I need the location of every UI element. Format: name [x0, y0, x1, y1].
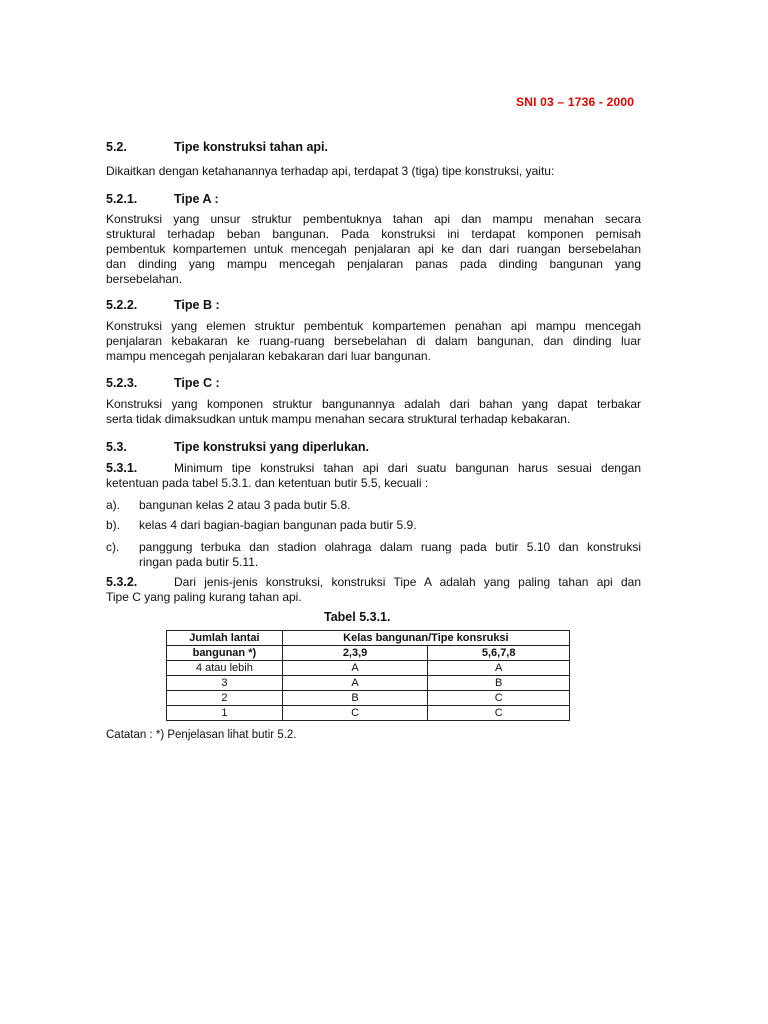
paragraph-line: penjalaran kebakaran ke ruang-ruang bersebelahan di dalam bangunan, dan dinding luar: [106, 334, 641, 348]
section-5-2-number: 5.2.: [106, 140, 127, 154]
list-item: bangunan kelas 2 atau 3 pada butir 5.8.: [139, 498, 351, 512]
construction-type-table: [166, 630, 570, 721]
section-5-2-3-title: Tipe C :: [174, 376, 220, 390]
header-cell-floors-2: bangunan *): [167, 646, 283, 661]
list-item: [139, 540, 641, 570]
paragraph-line: panggung terbuka dan stadion olahraga dalam ruang pada butir 5.10 dan konstruksi: [139, 540, 641, 554]
paragraph-line: bersebelahan.: [106, 272, 183, 286]
table-row: [167, 691, 570, 706]
table-cell: B: [428, 676, 570, 691]
list-label: c).: [106, 540, 120, 554]
section-5-3-2-line2: [106, 590, 641, 605]
table-cell: 1: [167, 706, 283, 721]
table-cell: C: [428, 691, 570, 706]
table-cell: A: [282, 676, 428, 691]
paragraph-line: pembentuk kompartemen untuk mencegah penjalaran api ke dan dari ruangan bersebelahan: [106, 242, 641, 256]
table-row: [167, 661, 570, 676]
paragraph-line: Minimum tipe konstruksi tahan api dari suatu bangunan harus sesuai dengan: [174, 461, 641, 475]
header-cell-floors: Jumlah lantai: [167, 631, 283, 646]
table-row: [167, 676, 570, 691]
paragraph-line: Tipe C yang paling kurang tahan api.: [106, 590, 302, 604]
section-5-3-title: Tipe konstruksi yang diperlukan.: [174, 440, 369, 454]
section-5-2-2-title: Tipe B :: [174, 298, 220, 312]
table-cell: B: [282, 691, 428, 706]
section-5-2-3-paragraph: [106, 397, 641, 427]
section-5-2-2-number: 5.2.2.: [106, 298, 138, 312]
table-cell: A: [282, 661, 428, 676]
table-header-row: [167, 631, 570, 646]
document-code: SNI 03 – 1736 - 2000: [516, 95, 635, 109]
table-cell: 4 atau lebih: [167, 661, 283, 676]
list-item: kelas 4 dari bagian-bagian bangunan pada butir 5.9.: [139, 518, 417, 532]
table-header-row: [167, 646, 570, 661]
section-5-3-1-line2: [106, 476, 641, 491]
list-label: b).: [106, 518, 121, 532]
table-note: Catatan : *) Penjelasan lihat butir 5.2.: [106, 729, 297, 741]
table-cell: 2: [167, 691, 283, 706]
table-caption: Tabel 5.3.1.: [324, 610, 391, 624]
list-label: a).: [106, 498, 121, 512]
header-cell-col1: 2,3,9: [282, 646, 428, 661]
section-5-2-intro: Dikaitkan dengan ketahanannya terhadap api, terdapat 3 (tiga) tipe konstruksi, yaitu:: [106, 164, 555, 178]
table-cell: C: [282, 706, 428, 721]
section-5-2-1-title: Tipe A :: [174, 192, 219, 206]
table-cell: 3: [167, 676, 283, 691]
section-5-3-2-line1: [174, 575, 641, 590]
paragraph-line: dan dinding yang mampu mencegah penjalaran panas pada dinding bangunan yang: [106, 257, 641, 271]
section-5-2-1-paragraph: [106, 212, 641, 287]
section-5-2-3-number: 5.2.3.: [106, 376, 138, 390]
section-5-3-number: 5.3.: [106, 440, 127, 454]
header-cell-group: Kelas bangunan/Tipe konsruksi: [282, 631, 569, 646]
section-5-3-2-number: 5.3.2.: [106, 575, 138, 589]
header-cell-col2: 5,6,7,8: [428, 646, 570, 661]
table-cell: A: [428, 661, 570, 676]
paragraph-line: struktural terhadap beban bangunan. Pada konstruksi ini terdapat komponen pemisah: [106, 227, 641, 241]
paragraph-line: serta tidak dimaksudkan untuk mampu menahan secara struktural terhadap kebakaran.: [106, 412, 571, 426]
paragraph-line: ringan pada butir 5.11.: [139, 555, 259, 569]
paragraph-line: mampu mencegah penjalaran kebakaran dari luar bangunan.: [106, 349, 431, 363]
section-5-2-1-number: 5.2.1.: [106, 192, 138, 206]
table-row: [167, 706, 570, 721]
section-5-3-1-line1: [174, 461, 641, 476]
paragraph-line: ketentuan pada tabel 5.3.1. dan ketentuan butir 5.5, kecuali :: [106, 476, 429, 490]
paragraph-line: Dari jenis-jenis konstruksi, konstruksi Tipe A adalah yang paling tahan api dan: [174, 575, 641, 589]
section-5-3-1-number: 5.3.1.: [106, 461, 138, 475]
paragraph-line: Konstruksi yang elemen struktur pembentuk kompartemen penahan api mampu mencegah: [106, 319, 641, 333]
table-cell: C: [428, 706, 570, 721]
paragraph-line: Konstruksi yang komponen struktur bangunannya adalah dari bahan yang dapat terbakar: [106, 397, 641, 411]
section-5-2-2-paragraph: [106, 319, 641, 364]
paragraph-line: Konstruksi yang unsur struktur pembentuknya tahan api dan mampu menahan secara: [106, 212, 641, 226]
section-5-2-title: Tipe konstruksi tahan api.: [174, 140, 328, 154]
